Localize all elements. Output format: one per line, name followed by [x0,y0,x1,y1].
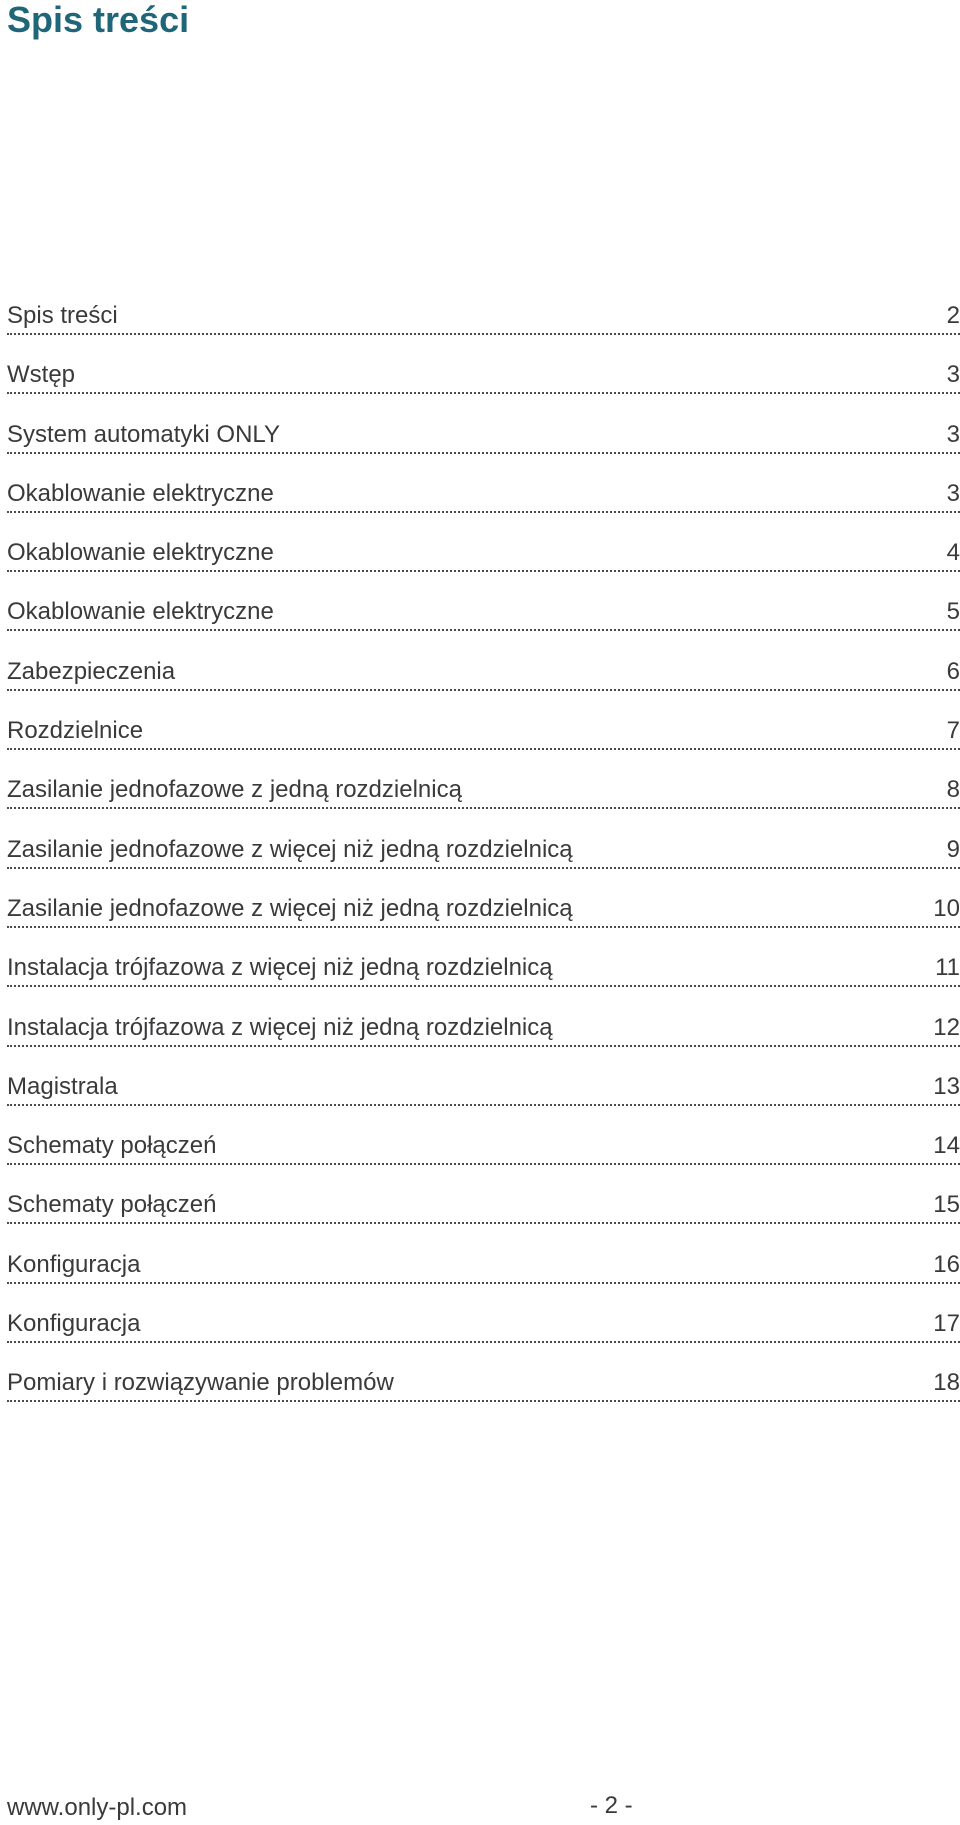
toc-entry-page: 3 [946,420,960,448]
toc-entry-label: Magistrala [7,1072,118,1100]
toc-entry[interactable] [7,1070,960,1129]
toc-entry-label: System automatyki ONLY [7,420,280,448]
toc-entry-page: 18 [933,1369,960,1397]
toc-entry[interactable] [7,833,960,892]
toc-entry[interactable] [7,299,960,358]
toc-entry[interactable] [7,595,960,654]
toc-entry-label: Okablowanie elektryczne [7,479,274,507]
page-title: Spis treści [7,0,190,40]
toc-entry[interactable] [7,655,960,714]
toc-entry-page: 4 [946,539,960,567]
toc-entry[interactable] [7,1011,960,1070]
toc-entry-label: Instalacja trójfazowa z więcej niż jedną rozdzielnicą [7,1013,553,1041]
toc-entry-page: 5 [946,598,960,626]
toc-entry-page: 14 [933,1132,960,1160]
toc-entry-label: Pomiary i rozwiązywanie problemów [7,1369,394,1397]
toc-entry-label: Rozdzielnice [7,717,144,745]
toc-entry-page: 11 [935,954,960,982]
toc-entry[interactable] [7,1188,960,1247]
toc-entry[interactable] [7,418,960,477]
toc-entry[interactable] [7,773,960,832]
toc-entry-label: Okablowanie elektryczne [7,598,274,626]
toc-entry-page: 8 [946,776,960,804]
toc-entry-label: Zabezpieczenia [7,657,176,685]
toc-entry-label: Wstęp [7,361,76,389]
toc-entry-label: Schematy połączeń [7,1191,217,1219]
toc-entry-page: 7 [946,717,960,745]
table-of-contents [7,299,960,1426]
toc-entry-page: 12 [933,1013,960,1041]
toc-entry-label: Zasilanie jednofazowe z jedną rozdzielnicą [7,776,462,804]
toc-entry-label: Instalacja trójfazowa z więcej niż jedną rozdzielnicą [7,954,553,982]
toc-entry-page: 16 [933,1250,960,1278]
toc-entry-label: Zasilanie jednofazowe z więcej niż jedną rozdzielnicą [7,835,573,863]
toc-entry-label: Schematy połączeń [7,1132,217,1160]
toc-entry[interactable] [7,1129,960,1188]
toc-entry[interactable] [7,951,960,1010]
toc-entry-label: Konfiguracja [7,1250,141,1278]
footer-page-number: - 2 - [590,1792,633,1819]
toc-entry[interactable] [7,892,960,951]
toc-entry[interactable] [7,536,960,595]
toc-entry[interactable] [7,358,960,417]
toc-entry-label: Okablowanie elektryczne [7,539,274,567]
toc-entry-page: 3 [946,361,960,389]
toc-entry[interactable] [7,714,960,773]
toc-entry[interactable] [7,1366,960,1425]
toc-entry-label: Spis treści [7,302,118,329]
toc-entry-label: Zasilanie jednofazowe z więcej niż jedną rozdzielnicą [7,894,573,922]
toc-entry-page: 17 [933,1310,960,1338]
toc-entry-page: 15 [933,1191,960,1219]
toc-entry[interactable] [7,1307,960,1366]
toc-entry-page: 6 [946,657,960,685]
toc-entry-page: 13 [933,1072,960,1100]
toc-entry[interactable] [7,477,960,536]
toc-entry-page: 9 [946,835,960,863]
toc-entry-label: Konfiguracja [7,1310,141,1338]
footer-website-link[interactable]: www.only-pl.com [7,1794,188,1821]
toc-entry-page: 2 [946,302,960,329]
toc-entry[interactable] [7,1248,960,1307]
toc-entry-page: 3 [946,479,960,507]
toc-entry-page: 10 [933,894,960,922]
